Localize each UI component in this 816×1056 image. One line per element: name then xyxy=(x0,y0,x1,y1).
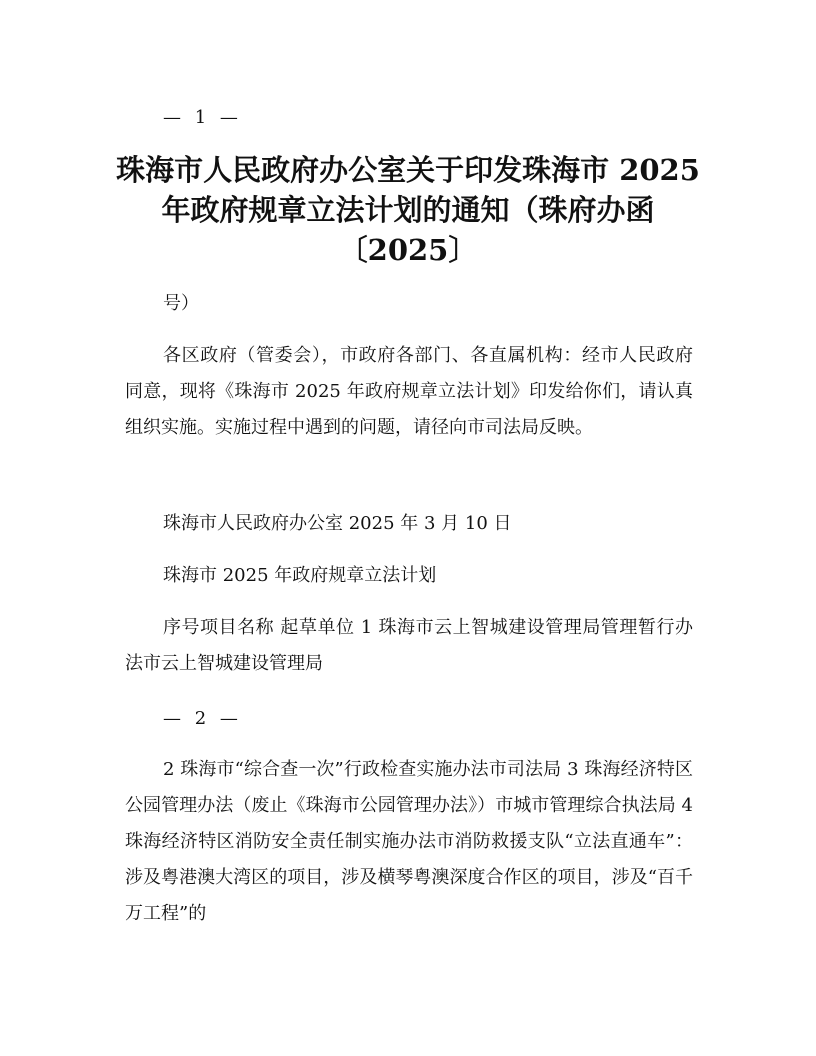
page-number-2: — 2 — xyxy=(163,708,242,729)
title-continuation: 号） xyxy=(163,293,199,314)
table-text-2: 2 珠海市“综合查一次”行政检查实施办法市司法局 3 珠海经济特区公园管理办法（废止《珠海市公园管理办法》）市城市管理综合执法局 4 珠海经济特区消防安全责任制实施办法市消防救援支队“立法直通车”：涉及粤港澳大湾区的项目，涉及横琴粤澳深度合作区的项目，涉及“百千万工程”的 xyxy=(125,759,693,924)
title-line-2: 年政府规章立法计划的通知（珠府办函 xyxy=(161,193,655,227)
title-line-3: 〔2025〕 xyxy=(338,233,478,267)
title-line-1: 珠海市人民政府办公室关于印发珠海市 2025 xyxy=(116,153,700,187)
page-number-1: — 1 — xyxy=(163,107,242,128)
table-text-1: 序号项目名称 起草单位 1 珠海市云上智城建设管理局管理暂行办法市云上智城建设管理局 xyxy=(125,617,693,674)
attachment-title: 珠海市 2025 年政府规章立法计划 xyxy=(163,565,437,586)
signature-line: 珠海市人民政府办公室 2025 年 3 月 10 日 xyxy=(163,513,512,534)
document-title xyxy=(110,150,706,270)
body-paragraph: 各区政府（管委会），市政府各部门、各直属机构：经市人民政府同意，现将《珠海市 2025 年政府规章立法计划》印发给你们，请认真组织实施。实施过程中遇到的问题，请径向市司法局反映。 xyxy=(125,345,693,438)
